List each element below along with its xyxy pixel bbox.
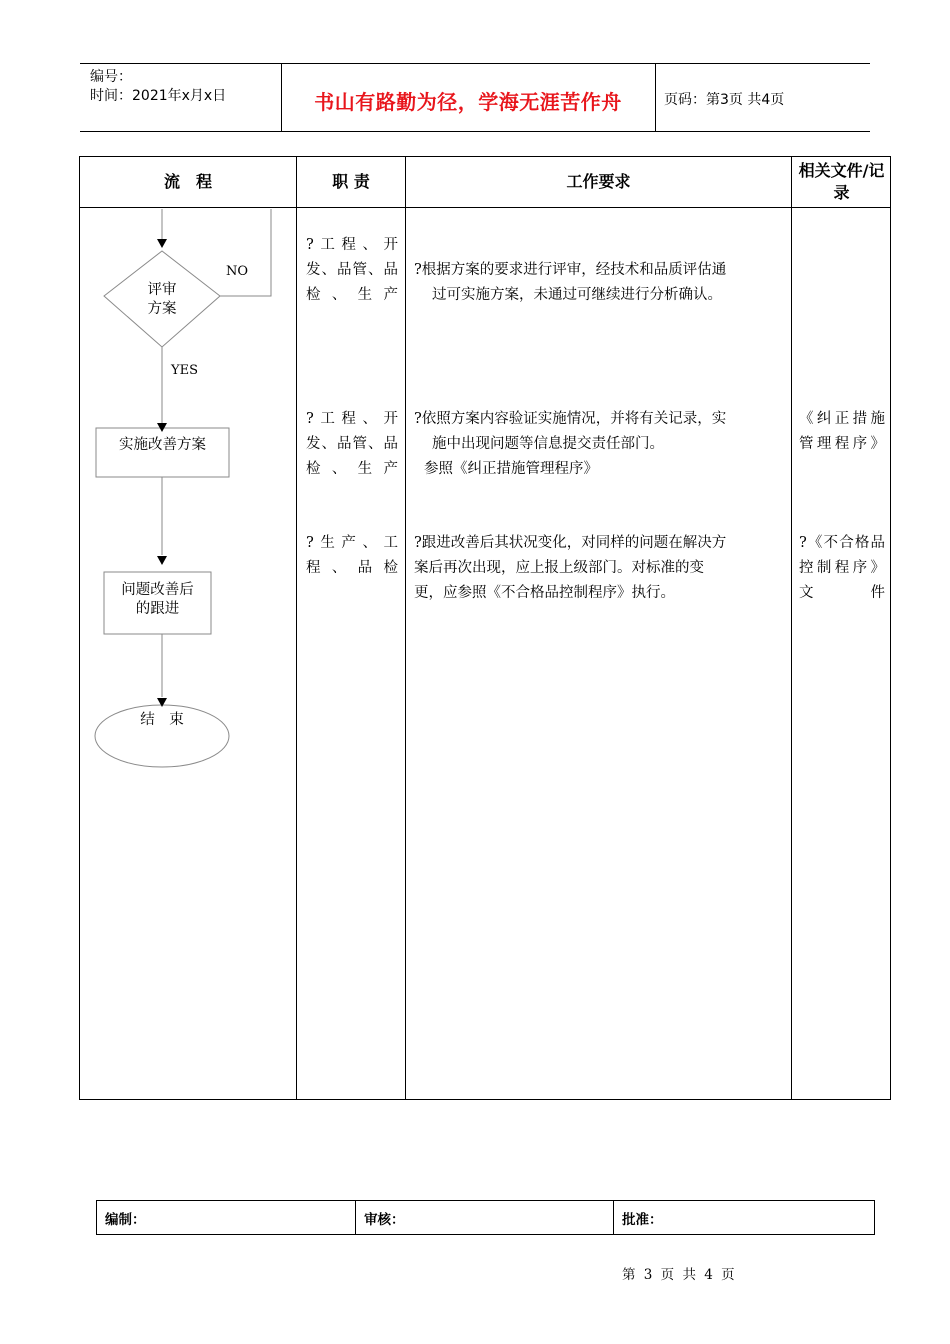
arrowhead-icon [157, 239, 167, 248]
column-header-requirement: 工作要求 [566, 172, 631, 191]
duty-cell: ?生产、工程、品检 [306, 535, 398, 576]
arrowhead-icon [157, 556, 167, 565]
requirement-line: 案后再次出现，应上报上级部门。对标准的变 [414, 560, 704, 576]
requirement-cell [414, 531, 790, 606]
requirement-line: ?根据方案的要求进行评审，经技术和品质评估通 [414, 262, 727, 278]
requirement-line: 施中出现问题等信息提交责任部门。 [432, 436, 664, 452]
requirement-line: 参照《纠正措施管理程序》 [424, 461, 598, 477]
followup-label-line: 的跟进 [135, 601, 180, 617]
column-header-records: 相关文件/记录 [798, 161, 885, 202]
arrowhead-icon [157, 698, 167, 707]
no-label: NO [226, 264, 249, 279]
signoff-compile: 编制： [105, 1211, 146, 1228]
column-header-duty: 职 责 [332, 172, 370, 191]
footer-page-number: 第 3 页 共 4 页 [622, 1267, 737, 1283]
signoff-approve: 批准： [613, 1201, 874, 1234]
requirement-line: 过可实施方案，未通过可继续进行分析确认。 [432, 287, 722, 303]
table-column-rule [405, 157, 406, 1099]
yes-label: YES [171, 363, 198, 378]
followup-label [104, 581, 211, 619]
table-column-rule [296, 157, 297, 1099]
signoff-table [96, 1200, 875, 1235]
review-decision-label [132, 281, 192, 319]
records-cell: ?《不合格品控制程序》文件 [799, 535, 885, 601]
table-column-rule [791, 157, 792, 1099]
header-top-rule [80, 63, 870, 64]
header-divider [655, 64, 656, 131]
requirement-line: ?依照方案内容验证实施情况，并将有关记录，实 [414, 411, 727, 427]
followup-label-line: 问题改善后 [121, 582, 194, 598]
flowchart [80, 207, 295, 1099]
duty-cell: ?工程、开发、品管、品检、生产 [306, 237, 398, 303]
requirement-cell [414, 407, 790, 482]
flowchart-shapes [80, 207, 295, 1099]
review-label-line: 方案 [147, 301, 177, 317]
no-loop-line [220, 209, 271, 296]
signoff-review: 审核： [355, 1201, 613, 1234]
header-page-number: 页码：第3页 共4页 [664, 92, 785, 108]
header-motto: 书山有路勤为径，学海无涯苦作舟 [314, 90, 622, 114]
requirement-line: 更，应参照《不合格品控制程序》执行。 [414, 585, 675, 601]
end-label: 结 束 [140, 712, 184, 728]
header-bottom-rule [80, 131, 870, 132]
requirement-line: ?跟进改善后其状况变化，对同样的问题在解决方 [414, 535, 727, 551]
requirement-cell [414, 258, 790, 308]
implement-label: 实施改善方案 [119, 437, 206, 453]
column-header-flow: 流 程 [163, 172, 212, 191]
duty-cell: ?工程、开发、品管、品检、生产 [306, 411, 398, 477]
review-label-line: 评审 [147, 282, 177, 298]
header-meta [90, 68, 226, 106]
records-cell: 《纠正措施管理程序》 [799, 411, 885, 452]
date-label: 时间：2021年x月x日 [90, 88, 227, 104]
doc-number-label: 编号： [90, 69, 132, 85]
